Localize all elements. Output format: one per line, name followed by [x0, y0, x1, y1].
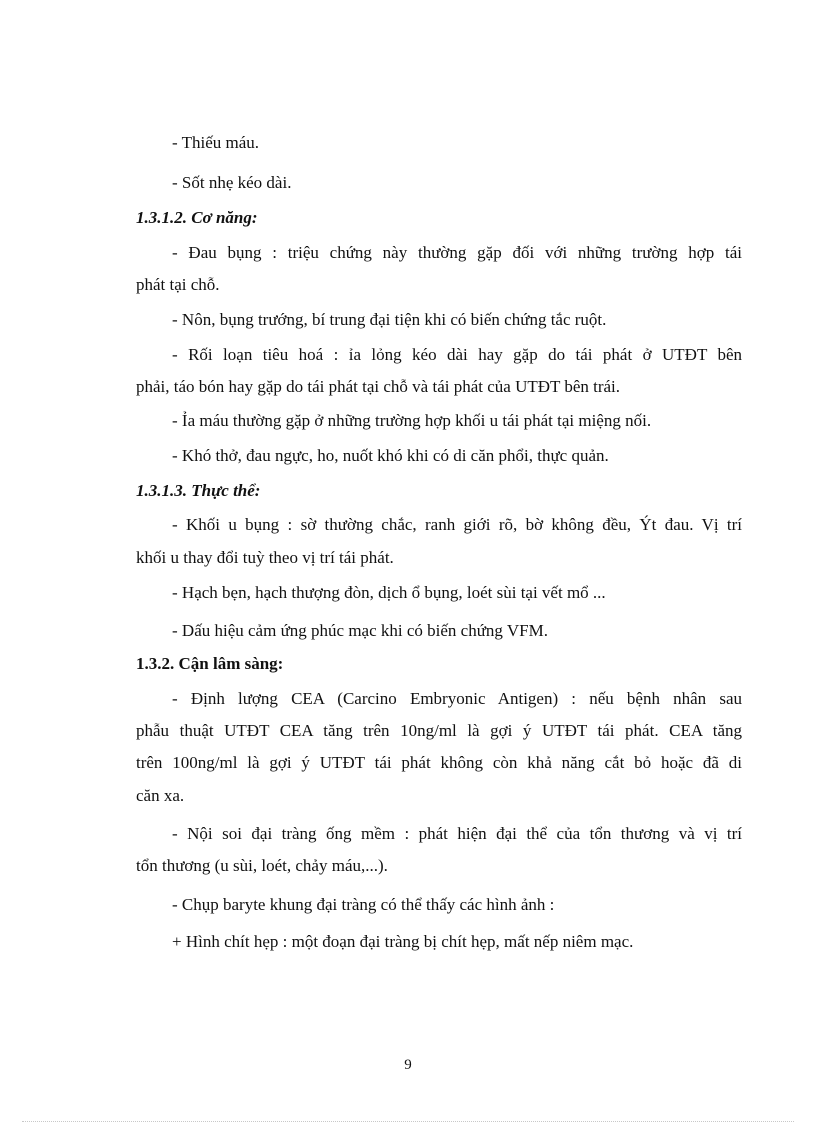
text-line: khối u thay đổi tuỳ theo vị trí tái phát.: [136, 548, 394, 567]
section-heading: 1.3.1.3. Thực thể:: [136, 481, 261, 500]
text-line: trên 100ng/ml là gợi ý UTĐT tái phát không còn khả năng cắt bỏ hoặc đã di: [136, 753, 742, 772]
text-line: tổn thương (u sùi, loét, chảy máu,...).: [136, 856, 388, 875]
text-line: - Sốt nhẹ kéo dài.: [172, 173, 292, 192]
text-line: phẫu thuật UTĐT CEA tăng trên 10ng/ml là gợi ý UTĐT tái phát. CEA tăng: [136, 721, 742, 740]
footer-rule: [22, 1121, 794, 1122]
text-line: - Nôn, bụng trướng, bí trung đại tiện khi có biến chứng tắc ruột.: [172, 310, 607, 329]
page-number: 9: [404, 1057, 412, 1073]
text-line: - Rối loạn tiêu hoá : ỉa lỏng kéo dài hay gặp do tái phát ở UTĐT bên: [172, 345, 742, 364]
text-line: - Thiếu máu.: [172, 133, 260, 152]
text-line: căn xa.: [136, 786, 185, 805]
section-heading: 1.3.2. Cận lâm sàng:: [136, 654, 284, 673]
text-line: - Nội soi đại tràng ống mềm : phát hiện đại thể của tổn thương và vị trí: [172, 824, 742, 843]
text-line: - Ỉa máu thường gặp ở những trường hợp khối u tái phát tại miệng nối.: [172, 411, 652, 430]
text-line: phát tại chỗ.: [136, 275, 220, 294]
text-line: - Khó thở, đau ngực, ho, nuốt khó khi có di căn phổi, thực quản.: [172, 446, 609, 465]
text-line: - Định lượng CEA (Carcino Embryonic Antigen) : nếu bệnh nhân sau: [172, 689, 742, 708]
text-line: - Dấu hiệu cảm ứng phúc mạc khi có biến chứng VFM.: [172, 621, 548, 640]
text-line: - Đau bụng : triệu chứng này thường gặp đối với những trường hợp tái: [172, 243, 742, 262]
text-line: - Chụp baryte khung đại tràng có thể thấy các hình ảnh :: [172, 895, 555, 914]
text-line: phải, táo bón hay gặp do tái phát tại chỗ và tái phát của UTĐT bên trái.: [136, 377, 621, 396]
section-heading: 1.3.1.2. Cơ năng:: [136, 208, 258, 227]
text-line: - Khối u bụng : sờ thường chắc, ranh giới rõ, bờ không đều, Ýt đau. Vị trí: [172, 515, 742, 534]
text-line: + Hình chít hẹp : một đoạn đại tràng bị chít hẹp, mất nếp niêm mạc.: [172, 932, 634, 951]
text-line: - Hạch bẹn, hạch thượng đòn, dịch ổ bụng, loét sùi tại vết mổ ...: [172, 583, 606, 602]
